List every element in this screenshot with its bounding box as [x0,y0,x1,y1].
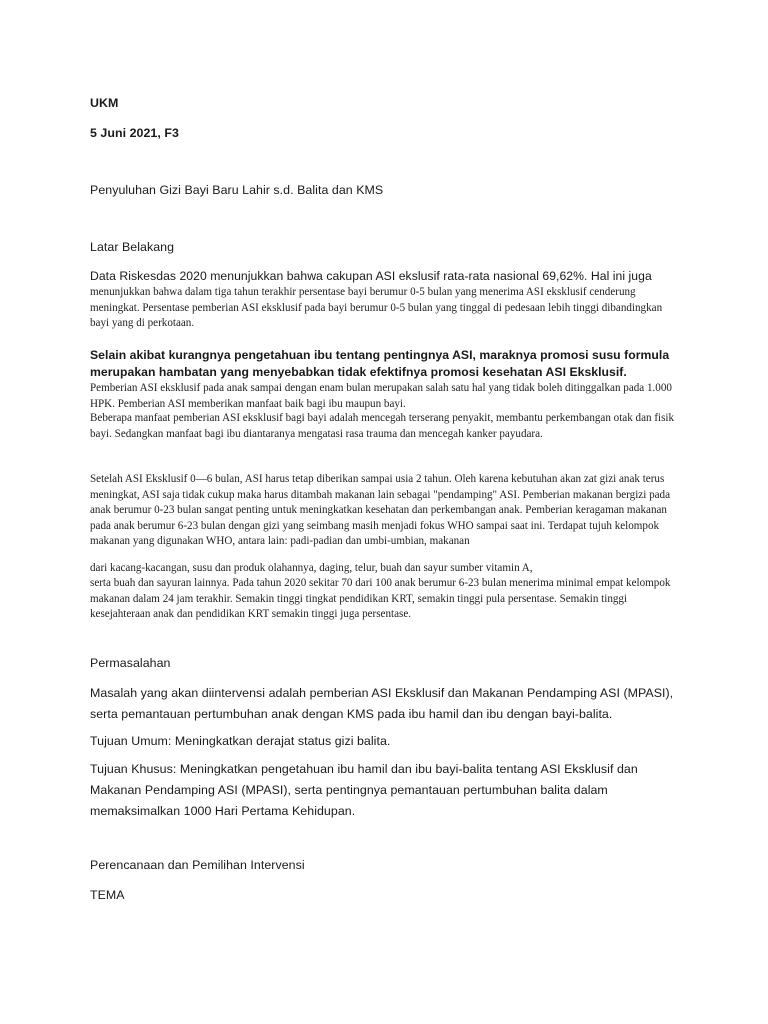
latar-p1-lead: Data Riskesdas 2020 menunjukkan bahwa cakupan ASI ekslusif rata-rata nasional 69,62%. Hal ini juga [90,269,652,283]
tujuan-umum: Tujuan Umum: Meningkatkan derajat status gizi balita. [90,734,391,748]
date-line: 5 Juni 2021, F3 [90,126,179,140]
latar-p3-c: serta buah dan sayuran lainnya. Pada tahun 2020 sekitar 70 dari 100 anak berumur 6-23 bulan menerima minimal empat kelompok makanan dalam 24 jam terakhir. Semakin tinggi tingkat pendidikan KRT, semakin tinggi pula persentase. Semakin tinggi kesejahteraan anak dan pendidikan KRT semakin tinggi juga persentase. [90,577,671,621]
permasalahan-masalah: Masalah yang akan diintervensi adalah pemberian ASI Eksklusif dan Makanan Pendamping ASI (MPASI), serta pemantauan pertumbuhan anak dengan KMS pada ibu hamil dan ibu dengan bayi-balita. [90,686,674,721]
heading-perencanaan: Perencanaan dan Pemilihan Intervensi [90,858,305,872]
latar-p2-body-1: Pemberian ASI eksklusif pada anak sampai dengan enam bulan merupakan salah satu hal yang tidak boleh ditinggalkan pada 1.000 HPK. Pemberian ASI memberikan manfaat baik bagi ibu maupun bayi. [90,382,672,410]
latar-p2-body-2: Beberapa manfaat pemberian ASI eksklusif bagi bayi adalah mencegah terserang penyakit, membantu perkembangan otak dan fisik bayi. Sedangkan manfaat bagi ibu diantaranya mengatasi rasa trauma dan mencegah kanker payudara. [90,412,675,440]
latar-p2-lead-2: merupakan hambatan yang menyebabkan tidak efektifnya promosi kesehatan ASI Eksklusif. [90,365,627,379]
latar-p1-body: menunjukkan bahwa dalam tiga tahun terakhir persentase bayi berumur 0-5 bulan yang menerima ASI eksklusif cenderung meningkat. Persentase pemberian ASI eksklusif pada bayi berumur 0-5 bulan yang tinggal di pedesaan lebih tinggi dibandingkan bayi yang di perkotaan. [90,286,663,330]
latar-p3-a: Setelah ASI Eksklusif 0—6 bulan, ASI harus tetap diberikan sampai usia 2 tahun. Oleh karena kebutuhan akan zat gizi anak terus meningkat, ASI saja tidak cukup maka harus ditambah makanan lain sebagai "pendamping" ASI. Pemberian makanan bergizi pada anak berumur 0-23 bulan sangat penting untuk meningkatkan kesehatan dan perkembangan anak. Pemberian keragaman makanan pada anak berumur 6-23 bulan dengan gizi yang seimbang masih menjadi fokus WHO sampai saat ini. Terdapat tujuh kelompok makanan yang digunakan WHO, antara lain: padi-padian dan umbi-umbian, makanan [90,473,671,548]
latar-p2-lead-1: Selain akibat kurangnya pengetahuan ibu tentang pentingnya ASI, maraknya promosi susu formula [90,348,670,362]
unit-label: UKM [90,96,119,110]
heading-latar-belakang: Latar Belakang [90,240,175,254]
document-title: Penyuluhan Gizi Bayi Baru Lahir s.d. Balita dan KMS [90,183,384,197]
tujuan-khusus: Tujuan Khusus: Meningkatkan pengetahuan ibu hamil dan ibu bayi-balita tentang ASI Eksklusif dan Makanan Pendamping ASI (MPASI), serta pentingnya pemantauan pertumbuhan balita dalam memaksimalkan 1000 Hari Pertama Kehidupan. [90,762,638,818]
tema-label: TEMA [90,888,125,902]
latar-p3-b: dari kacang-kacangan, susu dan produk olahannya, daging, telur, buah dan sayur sumber vitamin A, [90,562,533,574]
heading-permasalahan: Permasalahan [90,656,171,670]
